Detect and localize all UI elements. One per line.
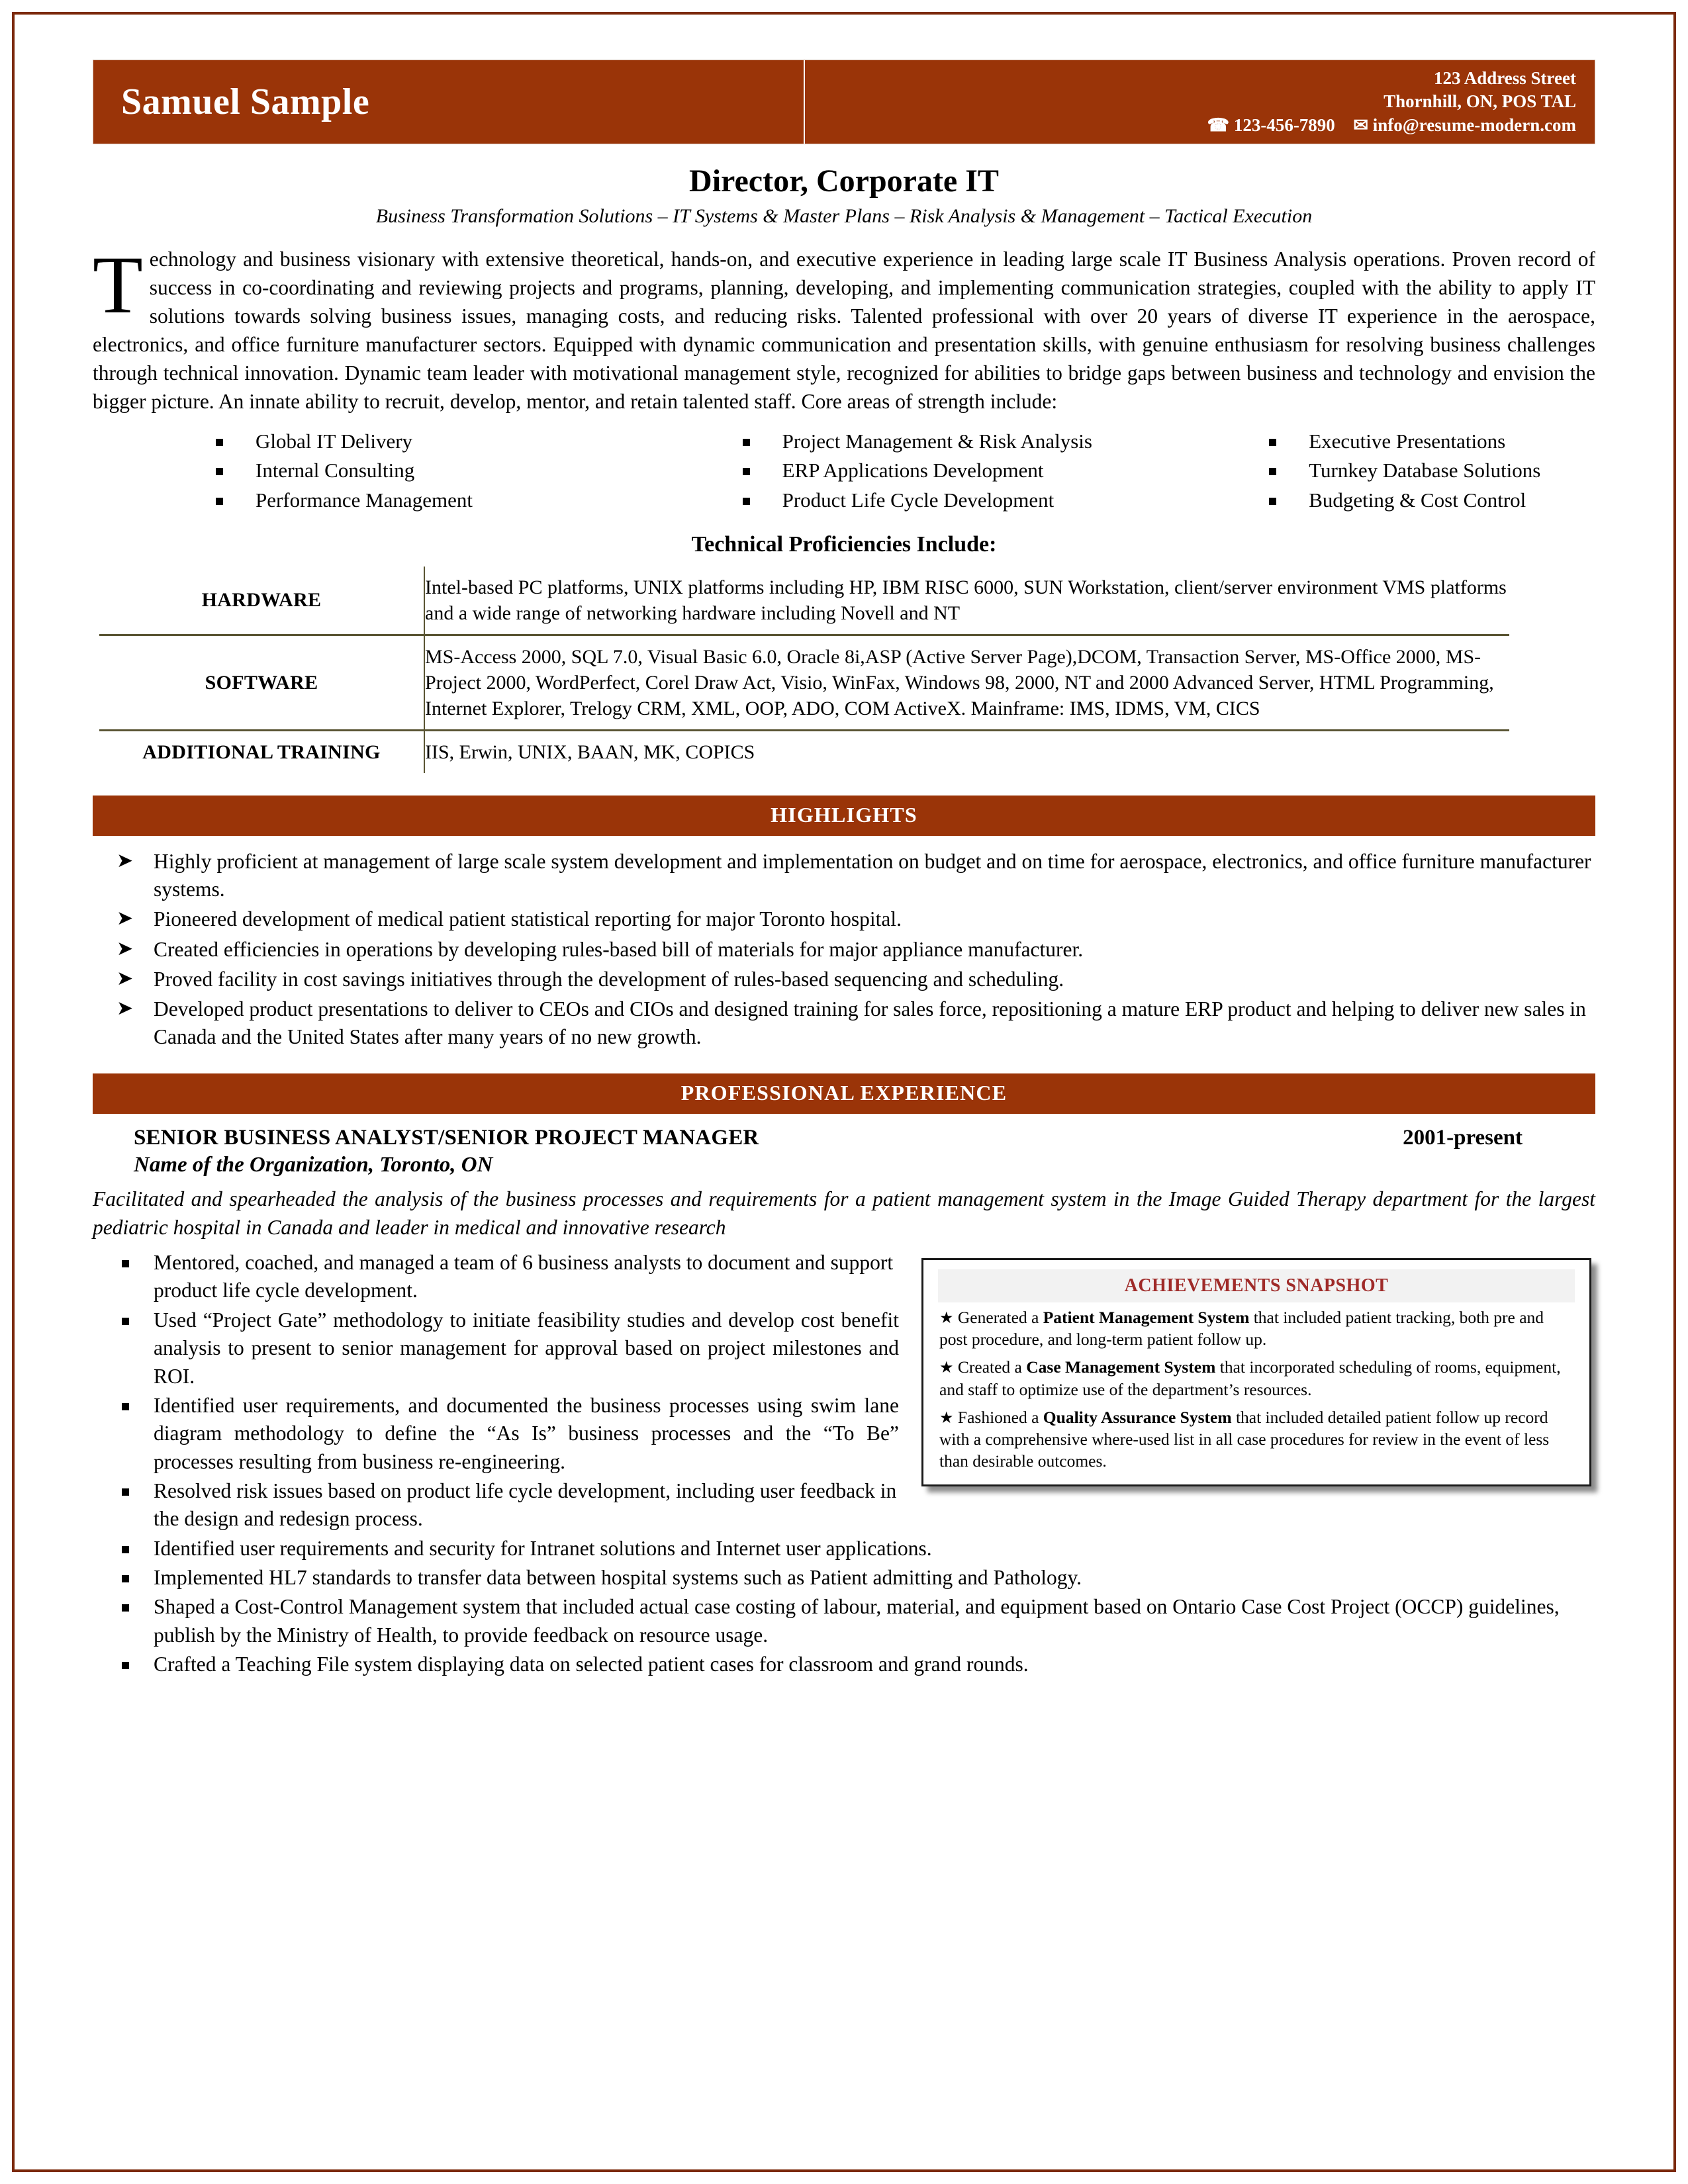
- achievement-rest: that incorporated scheduling of rooms, equipment, and staff to optimize use of the department’s resources.: [939, 1357, 1561, 1399]
- square-bullet-icon: [122, 1488, 129, 1496]
- square-bullet-icon: [216, 468, 223, 475]
- tech-row-label: ADDITIONAL TRAINING: [99, 730, 424, 773]
- header-name-block: [93, 60, 805, 144]
- list-item: [93, 1564, 1595, 1592]
- core-area-label: ERP Applications Development: [782, 459, 1044, 482]
- square-bullet-icon: [743, 468, 750, 475]
- core-areas-column-2: [739, 428, 1266, 516]
- achievement-rest: that included patient tracking, both pre and post procedure, and long-term patient follow up.: [939, 1308, 1544, 1349]
- experience-bullet-text: Shaped a Cost-Control Management system that included actual case costing of labour, material, and equipment based on Ontario Case Cost Project (OCCP) guidelines, publish by the Ministry of Health, to provide feedback on resource usage.: [154, 1595, 1560, 1647]
- square-bullet-icon: [743, 498, 750, 505]
- square-bullet-icon: [122, 1546, 129, 1553]
- technical-proficiencies-heading: Technical Proficiencies Include:: [691, 531, 997, 557]
- header-contact-block: [805, 60, 1595, 144]
- telephone-icon: ☎: [1207, 114, 1230, 135]
- address-line-1: 123 Address Street: [1434, 68, 1576, 88]
- core-area-label: Global IT Delivery: [256, 430, 413, 453]
- core-area-label: Product Life Cycle Development: [782, 488, 1055, 512]
- section-header-experience: PROFESSIONAL EXPERIENCE: [93, 1073, 1595, 1114]
- square-bullet-icon: [122, 1403, 129, 1410]
- core-area-item: [212, 457, 739, 484]
- square-bullet-icon: [1269, 439, 1276, 446]
- experience-bullet-text: Used “Project Gate” methodology to initiate feasibility studies and develop cost benefit analysis to present to senior management for approval based on project milestones and ROI.: [154, 1308, 899, 1388]
- table-row: [99, 567, 1509, 635]
- achievement-lead: Fashioned a: [957, 1407, 1043, 1427]
- list-item: [93, 936, 1595, 964]
- highlights-list: [93, 848, 1595, 1051]
- core-areas-column-3: [1265, 428, 1675, 516]
- experience-bullet-text: Mentored, coached, and managed a team of 6 business analysts to document and support product life cycle development.: [154, 1251, 894, 1302]
- experience-bullet-text: Identified user requirements and security for Intranet solutions and Internet user applications.: [154, 1536, 932, 1560]
- experience-bullet-text: Resolved risk issues based on product life cycle development, including user feedback in the design and redesign process.: [154, 1479, 897, 1531]
- tech-row-value: IIS, Erwin, UNIX, BAAN, MK, COPICS: [424, 730, 1509, 773]
- experience-position-title: SENIOR BUSINESS ANALYST/SENIOR PROJECT MANAGER: [134, 1126, 759, 1150]
- envelope-icon: ✉: [1353, 114, 1368, 135]
- square-bullet-icon: [122, 1604, 129, 1612]
- achievement-system-name: Quality Assurance System: [1043, 1407, 1232, 1427]
- core-area-item: [1265, 428, 1675, 455]
- experience-bullet-text: Identified user requirements, and documented the business processes using swim lane diagram methodology to define the “As Is” business processes and the “To Be” processes resulting from business re-engineering.: [154, 1393, 899, 1473]
- title-tagline: Business Transformation Solutions – IT Systems & Master Plans – Risk Analysis & Management – Tactical Execution: [375, 205, 1313, 228]
- core-areas-list: [93, 428, 1595, 516]
- core-area-label: Turnkey Database Solutions: [1309, 459, 1541, 482]
- arrow-bullet-icon: ➤: [117, 936, 134, 960]
- highlight-text: Highly proficient at management of large scale system development and implementation on budget and on time for aerospace, electronics, and office furniture manufacturer systems.: [154, 849, 1591, 901]
- list-item: [93, 995, 1595, 1051]
- list-item: [93, 1593, 1595, 1649]
- highlight-text: Proved facility in cost savings initiatives through the development of rules-based sequencing and scheduling.: [154, 967, 1064, 991]
- experience-organization: Name of the Organization, Toronto, ON: [134, 1153, 493, 1177]
- contact-line: [1207, 114, 1576, 138]
- arrow-bullet-icon: ➤: [117, 848, 134, 872]
- square-bullet-icon: [1269, 468, 1276, 475]
- phone-number[interactable]: 123-456-7890: [1233, 114, 1335, 135]
- list-item: [93, 1477, 1595, 1533]
- address-line-2: Thornhill, ON, POS TAL: [1383, 91, 1576, 112]
- list-item: [93, 848, 1595, 903]
- arrow-bullet-icon: ➤: [117, 966, 134, 990]
- list-item: [93, 966, 1595, 993]
- core-areas-column-1: [132, 428, 739, 516]
- table-row: [99, 635, 1509, 730]
- section-header-highlights: HIGHLIGHTS: [93, 796, 1595, 836]
- core-area-label: Performance Management: [256, 488, 473, 512]
- core-area-item: [212, 428, 739, 455]
- highlight-text: Created efficiencies in operations by developing rules-based bill of materials for major appliance manufacturer.: [154, 937, 1084, 961]
- experience-bullets: [93, 1249, 1595, 1680]
- square-bullet-icon: [1269, 498, 1276, 505]
- list-item: [93, 1535, 1595, 1563]
- square-bullet-icon: [122, 1575, 129, 1582]
- list-item: [93, 1392, 1595, 1476]
- arrow-bullet-icon: ➤: [117, 997, 134, 1020]
- summary-text: echnology and business visionary with extensive theoretical, hands-on, and executive experience in leading large scale IT Business Analysis operations. Proven record of success in co-coordinating and reviewing projects and programs, planning, developing, and implementing communication strategies, coupled with the ability to apply IT solutions towards solving business issues, managing costs, and reducing risks. Talented professional with over 20 years of diverse IT experience in the aerospace, electronics, and office furniture manufacturer sectors. Equipped with dynamic communication and presentation skills, with genuine enthusiasm for resolving business challenges through technical innovation. Dynamic team leader with motivational management style, recognized for abilities to bridge gaps between business and technology and envision the bigger picture. An innate ability to recruit, develop, mentor, and retain talented staff. Core areas of strength include:: [93, 248, 1595, 414]
- email-address[interactable]: info@resume-modern.com: [1372, 114, 1576, 135]
- core-area-item: [739, 428, 1266, 455]
- experience-bullet-text: Crafted a Teaching File system displaying data on selected patient cases for classroom and grand rounds.: [154, 1653, 1029, 1676]
- list-item: [93, 905, 1595, 933]
- tech-row-value: Intel-based PC platforms, UNIX platforms including HP, IBM RISC 6000, SUN Workstation, client/server environment VMS platforms and a wide range of networking hardware including Novell and NT: [424, 567, 1509, 635]
- square-bullet-icon: [216, 439, 223, 446]
- core-area-label: Budgeting & Cost Control: [1309, 488, 1526, 512]
- experience-bullet-text: Implemented HL7 standards to transfer data between hospital systems such as Patient admitting and Pathology.: [154, 1566, 1082, 1590]
- technical-proficiencies-table: [99, 567, 1509, 773]
- achievement-system-name: Case Management System: [1026, 1357, 1216, 1377]
- core-area-label: Project Management & Risk Analysis: [782, 430, 1092, 453]
- experience-description: Facilitated and spearheaded the analysis of the business processes and requirements for a patient management system in the Image Guided Therapy department for the largest pediatric hospital in Canada and leader in medical and innovative research: [93, 1187, 1595, 1240]
- square-bullet-icon: [122, 1662, 129, 1669]
- core-area-item: [739, 487, 1266, 514]
- achievement-system-name: Patient Management System: [1043, 1308, 1250, 1328]
- square-bullet-icon: [216, 498, 223, 505]
- core-area-label: Executive Presentations: [1309, 430, 1506, 453]
- square-bullet-icon: [122, 1318, 129, 1325]
- list-item: [93, 1651, 1595, 1678]
- core-area-item: [212, 487, 739, 514]
- core-area-label: Internal Consulting: [256, 459, 415, 482]
- star-bullet-icon: ★: [939, 1408, 954, 1427]
- tech-row-label: SOFTWARE: [99, 635, 424, 730]
- core-area-item: [1265, 487, 1675, 514]
- achievement-rest: that included detailed patient follow up record with a comprehensive where-used list in all case procedures for review in the event of less than desirable outcomes.: [939, 1407, 1550, 1471]
- square-bullet-icon: [743, 439, 750, 446]
- star-bullet-icon: ★: [939, 1308, 954, 1328]
- highlight-text: Developed product presentations to deliver to CEOs and CIOs and designed training for sales force, repositioning a mature ERP product and helping to deliver new sales in Canada and the United States after many years of no new growth.: [154, 997, 1586, 1049]
- profile-summary: [93, 240, 1595, 416]
- star-bullet-icon: ★: [939, 1358, 954, 1377]
- experience-heading-row: [93, 1126, 1595, 1150]
- core-area-item: [1265, 457, 1675, 484]
- arrow-bullet-icon: ➤: [117, 907, 134, 931]
- tech-row-label: HARDWARE: [201, 589, 322, 612]
- tech-row-value: MS-Access 2000, SQL 7.0, Visual Basic 6.0, Oracle 8i,ASP (Active Server Page),DCOM, Transaction Server, MS-Office 2000, MS-Project 2000, WordPerfect, Corel Draw Act, Visio, WinFax, Windows 98, 2000, NT and 2000 Advanced Server, HTML Programming, Internet Explorer, Trelogy CRM, XML, OOP, ADO, COM ActiveX. Mainframe: IMS, IDMS, VM, CICS: [424, 635, 1509, 730]
- achievements-snapshot-title: ACHIEVEMENTS SNAPSHOT: [938, 1269, 1575, 1302]
- core-area-item: [739, 457, 1266, 484]
- achievement-lead: Generated a: [957, 1308, 1043, 1328]
- resume-header: [93, 60, 1595, 144]
- square-bullet-icon: [122, 1260, 129, 1267]
- table-row: [99, 730, 1509, 773]
- experience-dates: 2001-present: [1403, 1126, 1523, 1150]
- list-item: [93, 1249, 1595, 1305]
- highlight-text: Pioneered development of medical patient statistical reporting for major Toronto hospital.: [154, 907, 902, 931]
- drop-cap: T: [93, 240, 143, 331]
- candidate-name: Samuel Sample: [121, 81, 370, 122]
- list-item: [93, 1306, 1595, 1390]
- page-title: Director, Corporate IT: [689, 163, 999, 199]
- achievement-lead: Created a: [957, 1357, 1027, 1377]
